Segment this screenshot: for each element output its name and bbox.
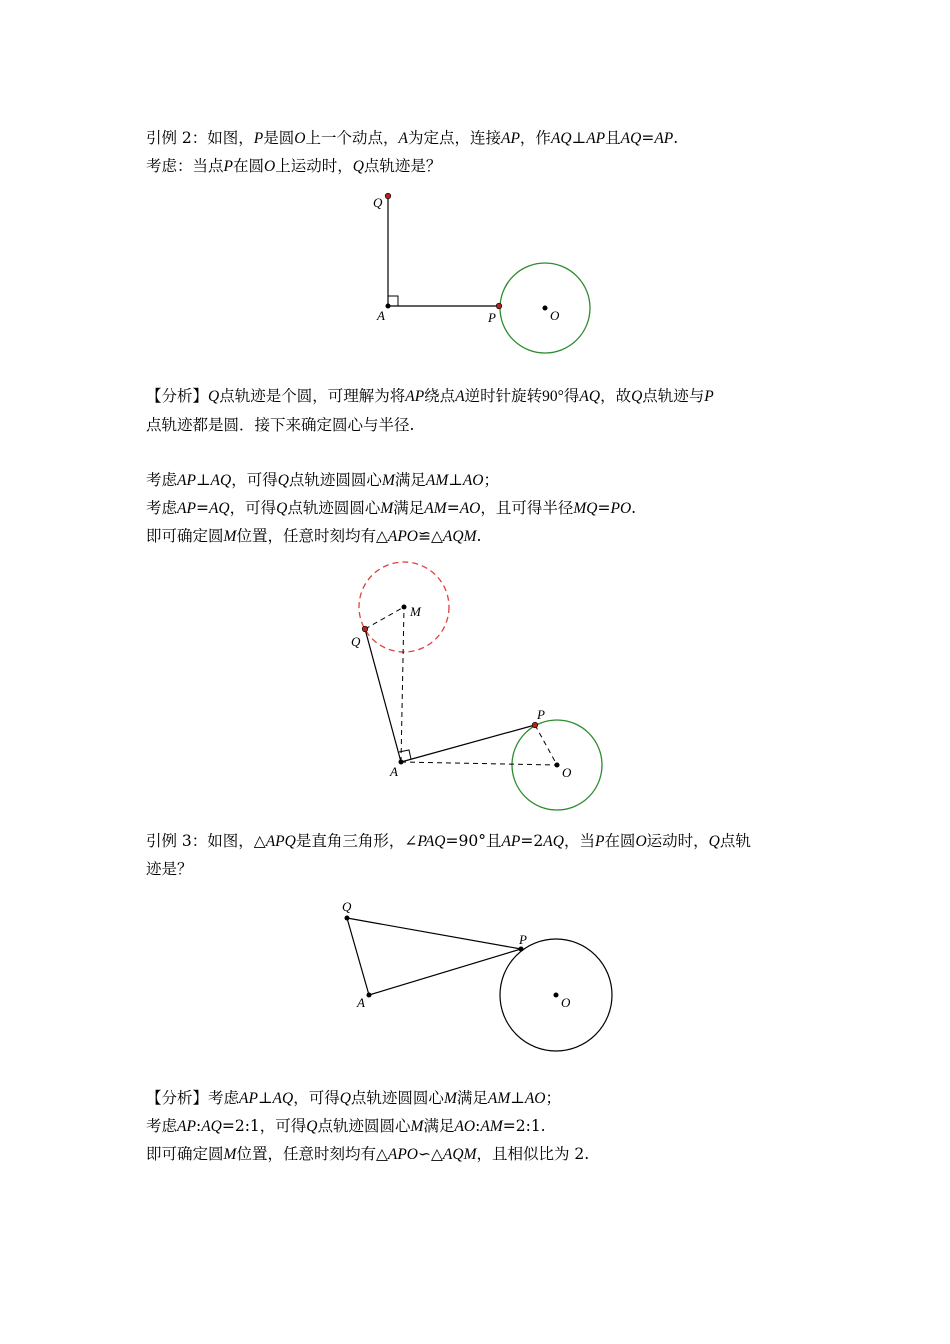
label-q: Q	[351, 634, 361, 649]
text-segment: ，可得	[231, 471, 278, 489]
text-segment: =2	[520, 832, 544, 850]
text-segment: O	[264, 158, 276, 175]
text-segment: 引例 2：如图，	[146, 129, 254, 147]
text-segment: M	[443, 1090, 457, 1107]
text-segment: M	[381, 472, 395, 489]
text-segment: P	[704, 388, 714, 405]
text-segment: 【分析】	[146, 387, 209, 405]
text-segment: 点轨迹圆圆心	[287, 499, 381, 517]
text-segment: AQ	[543, 833, 564, 850]
text-segment: A	[455, 388, 465, 405]
text-segment: AQ	[620, 130, 642, 147]
text-segment: AQM	[442, 528, 477, 545]
text-segment: AP	[654, 130, 674, 147]
text-segment: ，故	[600, 387, 632, 405]
text-segment: O	[635, 833, 647, 850]
text-segment: A	[398, 130, 408, 147]
text-segment: 迹是？	[146, 860, 193, 878]
label-p: P	[537, 707, 545, 722]
label-m: M	[410, 604, 421, 619]
text-segment: 得	[563, 387, 580, 405]
text-segment: AO	[454, 1118, 476, 1135]
text-segment: 为定点，连接	[407, 129, 501, 147]
text-segment: AQ	[208, 500, 230, 517]
text-segment: ⊥	[195, 471, 211, 489]
text-segment: .	[476, 527, 482, 545]
text-segment: AQ	[579, 388, 601, 405]
text-segment: AQ	[550, 130, 572, 147]
text-segment: Q	[277, 472, 289, 489]
text-segment: 在圆	[232, 157, 264, 175]
text-segment: :	[195, 1117, 202, 1135]
text-segment: ∽△	[418, 1145, 443, 1163]
label-q: Q	[373, 195, 383, 210]
text-segment: ，当	[563, 832, 595, 850]
text-segment: ，且可得半径	[480, 499, 574, 517]
label-a: A	[390, 764, 398, 779]
text-segment: AP	[501, 833, 521, 850]
text-segment: M	[223, 528, 237, 545]
text-segment: 点轨迹圆圆心	[288, 471, 382, 489]
text-segment: 考虑	[146, 499, 178, 517]
text-segment: 点轨迹圆圆心	[350, 1089, 444, 1107]
text-segment: AP	[177, 1118, 196, 1135]
text-segment: 点轨迹圆圆心	[317, 1117, 411, 1135]
text-segment: Q	[306, 1118, 318, 1135]
text-segment: ，可得	[229, 499, 277, 517]
text-segment: 位置，任意时刻均有△	[236, 527, 388, 545]
text-segment: 点轨迹都是圆．接下来确定圆心与半径.	[146, 416, 415, 434]
text-segment: .	[631, 499, 637, 517]
text-segment: 上一个动点，	[305, 129, 399, 147]
text-segment: AO	[462, 472, 484, 489]
text-segment: AP	[239, 1090, 258, 1107]
text-segment: AQ	[201, 1118, 222, 1135]
text-segment: =	[195, 499, 209, 517]
text-segment: MQ	[573, 500, 598, 517]
text-segment: AQ	[210, 472, 232, 489]
text-segment: 即可确定圆	[146, 527, 224, 545]
text-segment: ，且相似比为 2.	[476, 1145, 590, 1163]
text-segment: =90°且	[445, 832, 502, 850]
text-segment: AO	[459, 500, 481, 517]
text-segment: =	[641, 129, 655, 147]
text-segment: AP	[177, 472, 196, 489]
text-segment: 逆时针旋转	[464, 387, 543, 405]
text-segment: Q	[208, 388, 220, 405]
text-segment: 考虑	[146, 1117, 178, 1135]
text-segment: 点轨迹是个圆，可理解为将	[219, 387, 406, 405]
text-segment: P	[594, 833, 605, 850]
text-segment: 引例 3：如图，△	[146, 832, 266, 850]
label-o: O	[561, 995, 571, 1010]
text-segment: 【分析】考虑	[146, 1089, 240, 1107]
label-o: O	[550, 308, 560, 323]
text-segment: 绕点	[424, 387, 456, 405]
text-segment: ，作	[519, 129, 551, 147]
text-segment: 即可确定圆	[146, 1145, 224, 1163]
point-a	[367, 993, 372, 998]
text-segment: .	[673, 129, 679, 147]
point-o	[554, 993, 559, 998]
text-segment: AQM	[442, 1146, 477, 1163]
text-segment: 点轨迹是？	[363, 157, 442, 175]
text-segment: 考虑：当点	[146, 157, 224, 175]
text-segment: AP	[405, 388, 425, 405]
text-segment: AP	[500, 130, 520, 147]
text-segment: O	[294, 130, 306, 147]
text-segment: 90°	[542, 388, 564, 405]
text-segment: Q	[631, 388, 643, 405]
analysis3-line1	[146, 1088, 561, 1109]
text-segment: Q	[352, 158, 364, 175]
text-segment: ⊥	[510, 1089, 525, 1107]
text-segment: ≌△	[418, 527, 443, 545]
text-segment: APQ	[265, 833, 296, 850]
text-segment: APO	[387, 528, 418, 545]
text-segment: 考虑	[146, 471, 178, 489]
text-segment: 运动时，	[646, 832, 709, 850]
text-segment: AM	[425, 472, 449, 489]
text-segment: 满足	[423, 1117, 455, 1135]
text-segment: =2:1，可得	[221, 1117, 307, 1135]
point-p	[519, 947, 524, 952]
text-segment: Q	[339, 1090, 351, 1107]
text-segment: AM	[424, 500, 447, 517]
text-segment: 点轨迹与	[642, 387, 705, 405]
text-segment: 是圆	[263, 129, 295, 147]
label-p: P	[488, 310, 496, 325]
point-q	[345, 916, 350, 921]
text-segment: ，可得	[293, 1089, 340, 1107]
text-segment: =	[597, 499, 611, 517]
text-segment: AP	[586, 130, 606, 147]
text-segment: AP	[177, 500, 196, 517]
text-segment: 上运动时，	[275, 157, 353, 175]
label-a: A	[377, 308, 385, 323]
text-segment: =2:1.	[502, 1117, 546, 1135]
text-segment: Q	[708, 833, 720, 850]
triangle-apq	[347, 918, 521, 995]
text-segment: AM	[487, 1090, 511, 1107]
label-q: Q	[342, 899, 352, 914]
text-segment: AM	[480, 1118, 503, 1135]
text-segment: M	[410, 1118, 424, 1135]
label-p: P	[519, 932, 527, 947]
label-a: A	[357, 995, 365, 1010]
text-segment: AO	[524, 1090, 546, 1107]
text-segment: ⊥	[571, 129, 587, 147]
text-segment: ⊥	[448, 471, 463, 489]
text-segment: P	[253, 130, 264, 147]
text-segment: :	[475, 1117, 481, 1135]
text-segment: 点轨	[719, 832, 751, 850]
text-segment: M	[223, 1146, 237, 1163]
text-segment: 满足	[394, 471, 426, 489]
analysis3-line3	[146, 1144, 589, 1165]
text-segment: ；	[483, 471, 500, 489]
text-segment: 在圆	[604, 832, 636, 850]
text-segment: 且	[605, 129, 621, 147]
text-segment: 满足	[393, 499, 425, 517]
text-segment: =	[446, 499, 460, 517]
analysis3-line2	[146, 1116, 546, 1137]
text-segment: ⊥	[257, 1089, 273, 1107]
text-segment: 满足	[456, 1089, 488, 1107]
text-segment: AQ	[272, 1090, 294, 1107]
text-segment: Q	[276, 500, 288, 517]
text-segment: PAQ	[417, 833, 446, 850]
text-segment: PO	[610, 500, 632, 517]
text-segment: 是直角三角形，∠	[295, 832, 418, 850]
text-segment: 位置，任意时刻均有△	[236, 1145, 388, 1163]
label-o: O	[562, 765, 572, 780]
text-segment: P	[223, 158, 233, 175]
text-segment: APO	[387, 1146, 418, 1163]
text-segment: ；	[545, 1089, 562, 1107]
text-segment: M	[380, 500, 394, 517]
